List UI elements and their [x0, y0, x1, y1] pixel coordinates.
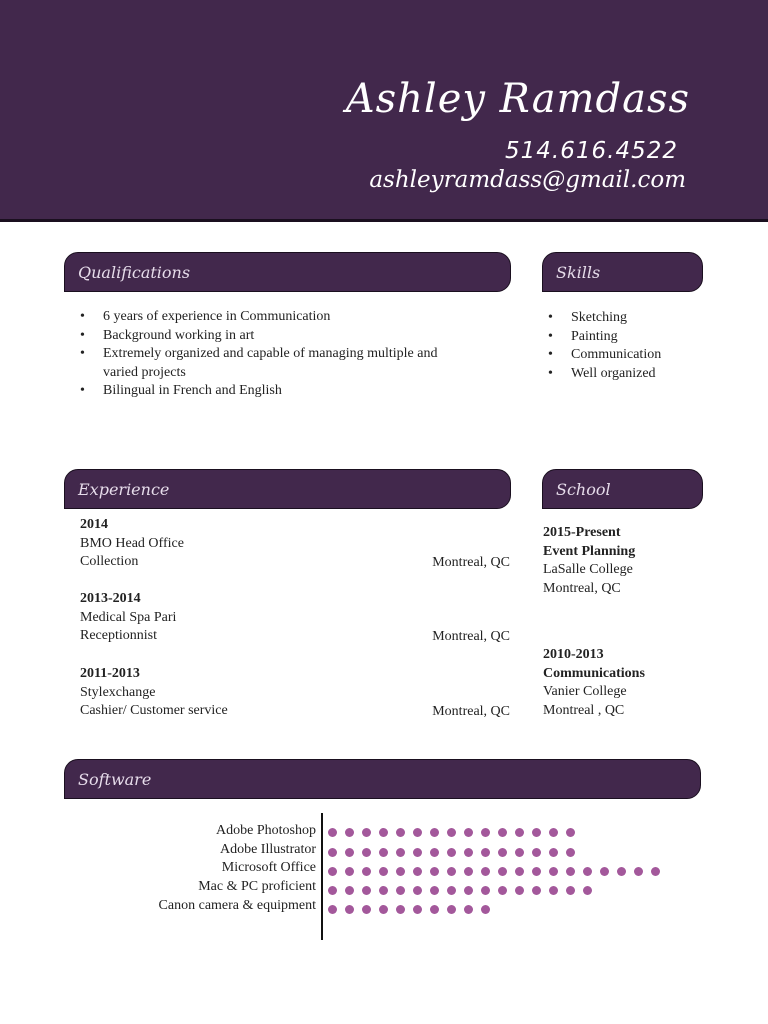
proficiency-dot	[634, 867, 643, 876]
proficiency-dot	[498, 867, 507, 876]
proficiency-dot	[328, 905, 337, 914]
qualifications-list	[80, 308, 463, 401]
proficiency-dot	[396, 886, 405, 895]
proficiency-dot	[362, 848, 371, 857]
school-program: Communications	[543, 665, 645, 681]
candidate-name: Ashley Ramdass	[345, 76, 690, 122]
proficiency-dot	[328, 886, 337, 895]
proficiency-dot	[379, 828, 388, 837]
list-item: • Communication	[571, 346, 731, 365]
proficiency-dot	[532, 867, 541, 876]
proficiency-dot	[396, 905, 405, 914]
school-program: Event Planning	[543, 543, 636, 559]
skills-list	[548, 309, 731, 383]
proficiency-dot	[566, 848, 575, 857]
list-item: • Extremely organized and capable of managing multiple and varied projects	[103, 345, 463, 382]
proficiency-dot	[447, 905, 456, 914]
proficiency-dot	[566, 828, 575, 837]
experience-title: Experience	[78, 480, 170, 499]
proficiency-dot	[328, 867, 337, 876]
skills-title: Skills	[556, 263, 601, 282]
proficiency-dot	[447, 848, 456, 857]
proficiency-dot	[345, 886, 354, 895]
proficiency-dot	[362, 828, 371, 837]
proficiency-dot	[396, 848, 405, 857]
proficiency-dot	[532, 828, 541, 837]
school-heading	[542, 469, 703, 509]
proficiency-dot	[464, 905, 473, 914]
proficiency-dot	[583, 867, 592, 876]
experience-heading	[64, 469, 511, 509]
proficiency-dot	[379, 848, 388, 857]
proficiency-dot	[549, 867, 558, 876]
software-label: Adobe Illustrator	[219, 842, 316, 857]
proficiency-dot	[413, 848, 422, 857]
proficiency-dot	[379, 886, 388, 895]
proficiency-dot	[498, 886, 507, 895]
experience-role: Collection	[80, 554, 139, 570]
proficiency-dot	[447, 886, 456, 895]
list-item: • Bilingual in French and English	[103, 382, 463, 401]
experience-company: Medical Spa Pari	[80, 609, 177, 625]
proficiency-dot	[651, 867, 660, 876]
school-years: 2010-2013	[543, 647, 604, 662]
experience-entry-1	[80, 516, 184, 572]
proficiency-dot	[345, 905, 354, 914]
list-item: • 6 years of experience in Communication	[103, 308, 463, 327]
proficiency-dot	[464, 828, 473, 837]
proficiency-dot	[583, 886, 592, 895]
list-item: • Sketching	[571, 309, 731, 328]
software-heading	[64, 759, 701, 799]
proficiency-dot	[413, 905, 422, 914]
proficiency-dot	[464, 867, 473, 876]
proficiency-dot	[600, 867, 609, 876]
software-axis-line	[321, 813, 323, 940]
school-institution: Vanier College	[543, 684, 627, 700]
proficiency-dot	[481, 867, 490, 876]
proficiency-dot	[345, 867, 354, 876]
email-address[interactable]: ashleyramdass@gmail.com	[369, 167, 686, 193]
proficiency-dot	[532, 848, 541, 857]
proficiency-dot	[447, 828, 456, 837]
school-location: Montreal , QC	[543, 702, 625, 718]
school-institution: LaSalle College	[543, 562, 633, 578]
experience-location: Montreal, QC	[432, 704, 510, 719]
proficiency-dot	[481, 905, 490, 914]
school-title: School	[556, 480, 611, 499]
proficiency-dot	[549, 828, 558, 837]
proficiency-dot	[379, 905, 388, 914]
proficiency-dot	[362, 867, 371, 876]
proficiency-dot	[430, 867, 439, 876]
proficiency-dot	[379, 867, 388, 876]
proficiency-dot	[430, 905, 439, 914]
proficiency-dot	[498, 828, 507, 837]
experience-location: Montreal, QC	[432, 629, 510, 644]
skills-heading	[542, 252, 703, 292]
qualifications-title: Qualifications	[78, 263, 191, 282]
proficiency-dot	[430, 848, 439, 857]
experience-location: Montreal, QC	[432, 555, 510, 570]
experience-company: Stylexchange	[80, 684, 156, 700]
qualifications-heading	[64, 252, 511, 292]
proficiency-dot	[328, 828, 337, 837]
school-entry-2	[543, 646, 645, 720]
proficiency-dot	[566, 886, 575, 895]
experience-role: Cashier/ Customer service	[80, 703, 228, 719]
header-banner	[0, 0, 768, 222]
proficiency-dot	[532, 886, 541, 895]
proficiency-dot	[464, 848, 473, 857]
experience-entry-2	[80, 590, 176, 646]
experience-company: BMO Head Office	[80, 535, 184, 551]
proficiency-dot	[345, 848, 354, 857]
experience-role: Receptionnist	[80, 628, 157, 644]
proficiency-dot	[481, 886, 490, 895]
proficiency-dot	[413, 828, 422, 837]
list-item: • Painting	[571, 328, 731, 347]
proficiency-dot	[328, 848, 337, 857]
experience-years: 2014	[80, 517, 108, 532]
proficiency-dot	[617, 867, 626, 876]
phone-number: 514.616.4522	[505, 138, 678, 164]
proficiency-dot	[549, 848, 558, 857]
proficiency-dot	[396, 867, 405, 876]
school-location: Montreal, QC	[543, 580, 621, 596]
proficiency-dot	[481, 828, 490, 837]
proficiency-dot	[515, 886, 524, 895]
proficiency-dot	[515, 867, 524, 876]
school-years: 2015-Present	[543, 525, 621, 540]
list-item: • Well organized	[571, 365, 731, 384]
software-label: Mac & PC proficient	[198, 879, 316, 894]
experience-years: 2013-2014	[80, 591, 141, 606]
software-label: Microsoft Office	[221, 860, 316, 875]
experience-entry-3	[80, 665, 228, 721]
proficiency-dot	[430, 828, 439, 837]
proficiency-dot	[430, 886, 439, 895]
proficiency-dot	[413, 867, 422, 876]
proficiency-dot	[464, 886, 473, 895]
proficiency-dot	[396, 828, 405, 837]
proficiency-dot	[515, 828, 524, 837]
proficiency-dot	[447, 867, 456, 876]
software-label: Adobe Photoshop	[216, 823, 316, 838]
software-label: Canon camera & equipment	[158, 898, 316, 913]
proficiency-dot	[566, 867, 575, 876]
list-item: • Background working in art	[103, 327, 463, 346]
proficiency-dot	[498, 848, 507, 857]
experience-years: 2011-2013	[80, 666, 140, 681]
proficiency-dot	[362, 886, 371, 895]
proficiency-dot	[345, 828, 354, 837]
proficiency-dot	[413, 886, 422, 895]
proficiency-dot	[515, 848, 524, 857]
proficiency-dot	[362, 905, 371, 914]
proficiency-dot	[549, 886, 558, 895]
proficiency-dot	[481, 848, 490, 857]
software-title: Software	[78, 770, 152, 789]
school-entry-1	[543, 524, 635, 598]
